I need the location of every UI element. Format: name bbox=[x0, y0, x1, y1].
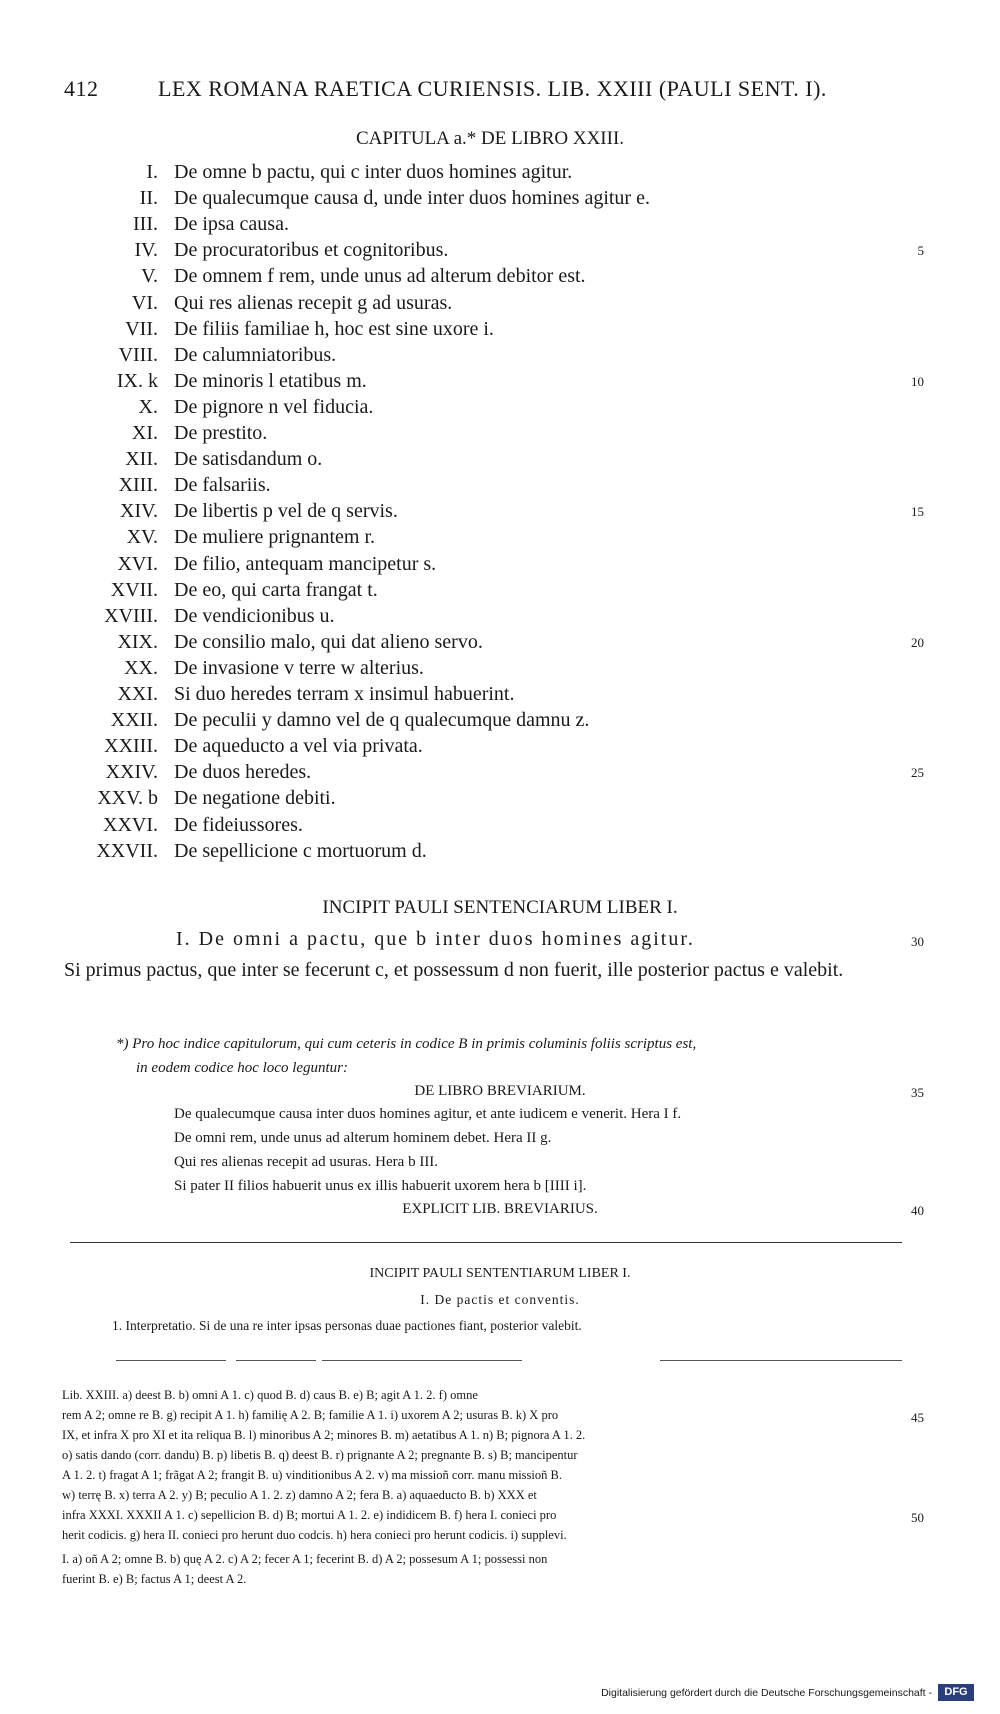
line-number: 5 bbox=[917, 243, 924, 259]
digitization-credit: Digitalisierung gefördert durch die Deutsche Forschungsgemeinschaft - bbox=[601, 1687, 932, 1699]
footnote-line: infra XXXI. XXXII A 1. c) sepellicion B. d) B; mortui A 1. 2. e) indidicem B. f) hera I. conieci pro bbox=[62, 1508, 557, 1522]
separator-rule bbox=[70, 1242, 902, 1243]
chapter-entry bbox=[0, 709, 1000, 735]
chapter-entry bbox=[0, 761, 1000, 787]
breviarium-line: De qualecumque causa inter duos homines agitur, et ante iudicem e venerit. Hera I f. bbox=[174, 1106, 682, 1122]
breviarium-line: Qui res alienas recepit ad usuras. Hera b III. bbox=[174, 1154, 439, 1170]
footnote-line: A 1. 2. t) fragat A 1; frãgat A 2; frangit B. u) vinditionibus A 2. v) ma missioñ corr. manu missioñ B. bbox=[62, 1468, 562, 1482]
footnote-line: fuerint B. e) B; factus A 1; deest A 2. bbox=[62, 1572, 247, 1586]
chapter-number: VIII. bbox=[118, 343, 158, 366]
chapter-title: De procuratoribus et cognitoribus. bbox=[174, 239, 449, 262]
chapter-title: De libertis p vel de q servis. bbox=[174, 500, 398, 523]
chapter-entry bbox=[0, 370, 1000, 396]
chapter-entry bbox=[0, 318, 1000, 344]
chapter-number: XI. bbox=[131, 422, 158, 444]
chapter-number: V. bbox=[141, 265, 158, 288]
chapter-title: De ipsa causa. bbox=[174, 213, 289, 236]
chapter-title: De peculii y damno vel de q qualecumque damnu z. bbox=[174, 709, 590, 732]
chapter-entry bbox=[0, 265, 1000, 291]
line-number: 20 bbox=[911, 634, 924, 650]
breviarium-heading: DE LIBRO BREVIARIUM. bbox=[414, 1083, 586, 1099]
chapter-number: XXII. bbox=[110, 709, 158, 732]
chapter-entry bbox=[0, 579, 1000, 605]
footnote-line: o) satis dando (corr. dandu) B. p) libetis B. q) deest B. r) prignante A 2; pregnante B. s) B; mancipentur bbox=[62, 1448, 578, 1462]
chapter-title: De eo, qui carta frangat t. bbox=[174, 578, 378, 601]
chapter-entry bbox=[0, 292, 1000, 318]
page-number: 412 bbox=[64, 76, 99, 101]
chapter-title: De satisdandum o. bbox=[174, 448, 323, 471]
chapter-entry bbox=[0, 553, 1000, 579]
chapter-number: XV. bbox=[126, 526, 158, 549]
chapter-title: De filio, antequam mancipetur s. bbox=[174, 552, 437, 575]
chapter-entry bbox=[0, 500, 1000, 526]
chapter-number: IX. k bbox=[116, 369, 158, 392]
interpretatio-subtitle: I. De pactis et conventis. bbox=[420, 1292, 580, 1307]
chapter-number: XXIII. bbox=[104, 735, 158, 758]
incipit-heading: INCIPIT PAULI SENTENCIARUM LIBER I. bbox=[322, 897, 678, 918]
chapter-entry bbox=[0, 526, 1000, 552]
chapter-entry bbox=[0, 239, 1000, 265]
chapter-number: XXVII. bbox=[96, 839, 158, 862]
dfg-logo: DFG bbox=[938, 1684, 974, 1701]
chapter-number: XXI. bbox=[117, 683, 158, 705]
chapter-title: Qui res alienas recepit g ad usuras. bbox=[174, 291, 453, 314]
footnote-line: I. a) oñ A 2; omne B. b) quę A 2. c) A 2; fecer A 1; fecerint B. d) A 2; possesum A 1; possessi non bbox=[62, 1552, 548, 1566]
chapter-title: De omnem f rem, unde unus ad alterum debitor est. bbox=[174, 265, 586, 288]
chapter-number: XVI. bbox=[117, 552, 158, 575]
chapter-subtitle: I. De omni a pactu, que b inter duos homines agitur. bbox=[176, 928, 695, 950]
line-number: 50 bbox=[911, 1510, 924, 1525]
chapter-title: De falsariis. bbox=[174, 474, 271, 497]
chapter-number: XIII. bbox=[118, 474, 158, 497]
chapter-title: De negatione debiti. bbox=[174, 787, 336, 810]
chapter-title: De fideiussores. bbox=[174, 813, 303, 836]
running-title: LEX ROMANA RAETICA CURIENSIS. LIB. XXIII (PAULI SENT. I). bbox=[158, 76, 827, 101]
chapter-entry bbox=[0, 396, 1000, 422]
chapter-title: Si duo heredes terram x insimul habuerint. bbox=[174, 683, 515, 705]
chapter-entry bbox=[0, 344, 1000, 370]
separator-dash bbox=[660, 1360, 902, 1361]
line-number: 25 bbox=[911, 765, 924, 781]
chapter-title: De prestito. bbox=[174, 422, 268, 444]
line-number: 10 bbox=[911, 373, 924, 389]
chapter-title: De filiis familiae h, hoc est sine uxore i. bbox=[174, 317, 494, 340]
note-intro-2: in eodem codice hoc loco leguntur: bbox=[136, 1060, 349, 1076]
chapter-entry bbox=[0, 213, 1000, 239]
chapter-number: XX. bbox=[124, 656, 158, 679]
chapter-title: De minoris l etatibus m. bbox=[174, 369, 367, 392]
interpretatio-text: 1. Interpretatio. Si de una re inter ipsas personas duae pactiones fiant, posterior valebit. bbox=[112, 1318, 582, 1333]
separator-dash bbox=[322, 1360, 522, 1361]
footnote-line: rem A 2; omne re B. g) recipit A 1. h) familię A 2. B; familie A 1. i) uxorem A 2; usuras B. k) X pro bbox=[62, 1408, 559, 1422]
chapter-title: De muliere prignantem r. bbox=[174, 526, 376, 549]
interpretatio-title: INCIPIT PAULI SENTENTIARUM LIBER I. bbox=[369, 1266, 631, 1281]
chapter-entry bbox=[0, 631, 1000, 657]
chapter-entry bbox=[0, 735, 1000, 761]
body-paragraph: Si primus pactus, que inter se fecerunt c, et possessum d non fuerit, ille posterior pactus e valebit. bbox=[64, 959, 844, 981]
chapter-entry bbox=[0, 161, 1000, 187]
running-header bbox=[64, 76, 827, 102]
chapter-title: De duos heredes. bbox=[174, 761, 312, 784]
chapter-entry bbox=[0, 840, 1000, 866]
chapter-title: De calumniatoribus. bbox=[174, 343, 337, 366]
breviarium-line: De omni rem, unde unus ad alterum hominem debet. Hera II g. bbox=[174, 1130, 552, 1146]
explicit-line: EXPLICIT LIB. BREVIARIUS. bbox=[402, 1201, 598, 1217]
chapter-number: VII. bbox=[125, 317, 158, 340]
chapter-entry bbox=[0, 787, 1000, 813]
chapter-number: I. bbox=[146, 161, 158, 183]
capitula-title: CAPITULA a.* DE LIBRO XXIII. bbox=[355, 128, 625, 149]
chapter-number: XVIII. bbox=[104, 604, 158, 627]
chapter-number: XXV. b bbox=[97, 787, 158, 810]
chapter-number: XVII. bbox=[110, 578, 158, 601]
chapter-number: III. bbox=[133, 213, 158, 236]
separator-dash bbox=[116, 1360, 226, 1361]
footnote-line: herit codicis. g) hera II. conieci pro herunt duo codcis. h) hera conieci pro herunt codicis. i) supplevi. bbox=[62, 1528, 567, 1542]
chapter-number: XXIV. bbox=[105, 761, 158, 784]
chapter-title: De pignore n vel fiducia. bbox=[174, 395, 374, 418]
chapter-number: XIV. bbox=[120, 500, 158, 523]
chapter-number: VI. bbox=[131, 291, 158, 314]
chapter-title: De aqueducto a vel via privata. bbox=[174, 735, 423, 758]
chapter-entry bbox=[0, 448, 1000, 474]
chapter-entry bbox=[0, 814, 1000, 840]
chapter-title: De sepellicione c mortuorum d. bbox=[174, 839, 427, 862]
note-intro-1: *) Pro hoc indice capitulorum, qui cum ceteris in codice B in primis columinis foliis scriptus est, bbox=[116, 1036, 697, 1052]
chapter-entry bbox=[0, 605, 1000, 631]
line-number: 30 bbox=[911, 934, 924, 949]
footnote-line: w) terrę B. x) terra A 2. y) B; peculio A 1. 2. z) damno A 2; fera B. a) aquaeducto B. b) XXX et bbox=[62, 1488, 537, 1502]
chapter-number: XII. bbox=[125, 448, 158, 471]
chapter-entry bbox=[0, 422, 1000, 448]
chapter-title: De omne b pactu, qui c inter duos homines agitur. bbox=[174, 161, 573, 183]
chapter-entry bbox=[0, 657, 1000, 683]
chapter-entry bbox=[0, 187, 1000, 213]
chapter-title: De consilio malo, qui dat alieno servo. bbox=[174, 630, 483, 653]
chapter-title: De vendicionibus u. bbox=[174, 604, 335, 627]
chapter-number: X. bbox=[138, 395, 158, 418]
chapter-entry bbox=[0, 474, 1000, 500]
chapter-number: II. bbox=[139, 187, 158, 210]
line-number: 35 bbox=[911, 1085, 924, 1100]
footnote-line: Lib. XXIII. a) deest B. b) omni A 1. c) quod B. d) caus B. e) B; agit A 1. 2. f) omne bbox=[62, 1388, 478, 1402]
line-number: 45 bbox=[911, 1410, 924, 1425]
line-number: 15 bbox=[911, 504, 924, 520]
footnote-line: IX, et infra X pro XI et ita reliqua B. l) minoribus A 2; minores B. m) aetatibus A 1. n) B; pignora A 1. 2. bbox=[62, 1428, 586, 1442]
separator-dash bbox=[236, 1360, 316, 1361]
line-number: 40 bbox=[911, 1203, 924, 1218]
chapter-number: XIX. bbox=[117, 630, 158, 653]
chapter-number: IV. bbox=[134, 239, 158, 262]
chapter-title: De qualecumque causa d, unde inter duos homines agitur e. bbox=[174, 187, 650, 210]
chapter-entry bbox=[0, 683, 1000, 709]
chapter-number: XXVI. bbox=[103, 813, 158, 836]
chapter-title: De invasione v terre w alterius. bbox=[174, 656, 424, 679]
breviarium-line: Si pater II filios habuerit unus ex illis habuerit uxorem hera b [IIII i]. bbox=[174, 1178, 587, 1194]
